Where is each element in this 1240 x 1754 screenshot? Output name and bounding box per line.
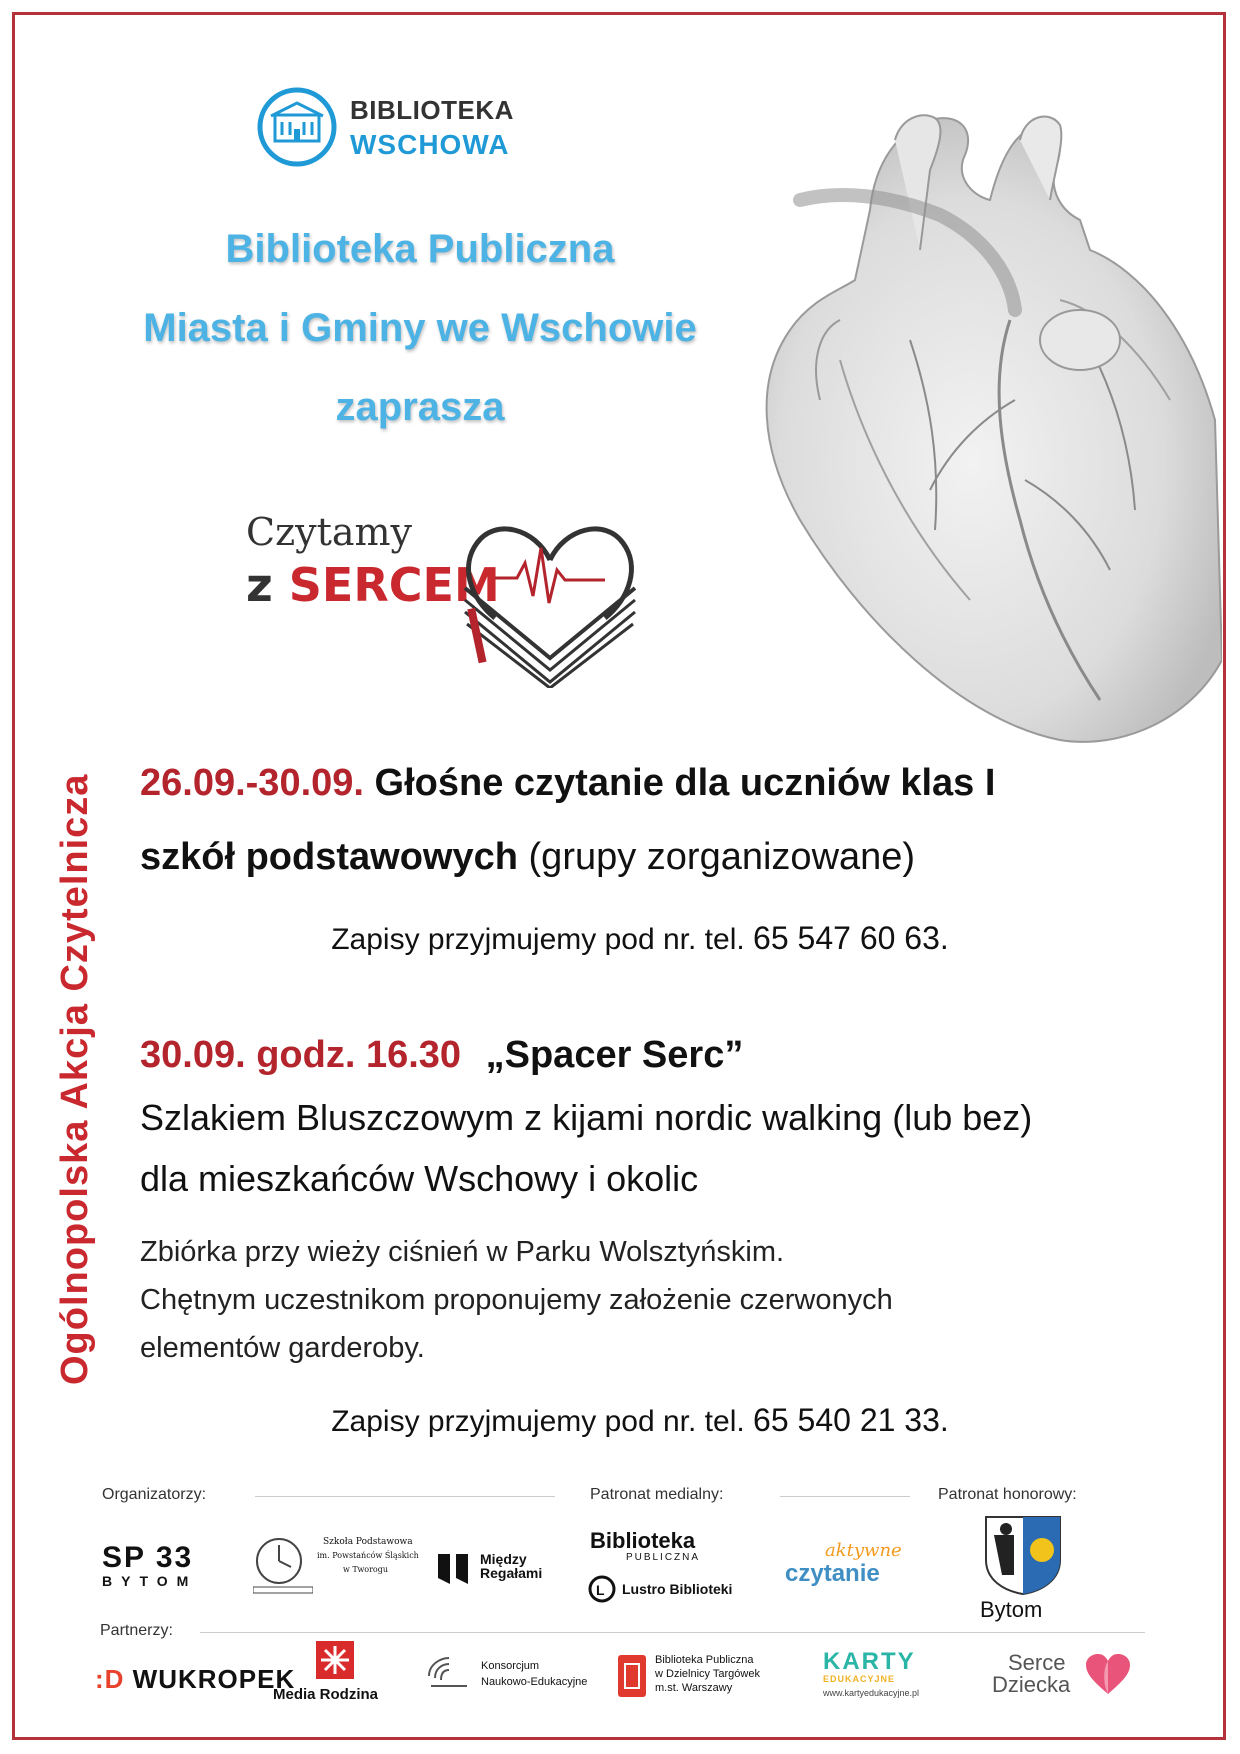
library-logo — [255, 85, 575, 175]
event2-signup-text: Zapisy przyjmujemy pod nr. tel. — [331, 1405, 745, 1438]
event1-note: (grupy zorganizowane) — [528, 836, 916, 878]
konsorcjum-line1: Konsorcjum — [481, 1660, 540, 1672]
aktywne-czytanie-logo — [785, 1540, 925, 1600]
media-rodzina-logo — [273, 1640, 403, 1710]
bp-targowek-icon — [617, 1654, 647, 1698]
media-patron-label: Patronat medialny: — [590, 1486, 724, 1503]
konsorcjum-line2: Naukowo-Edukacyjne — [481, 1676, 588, 1688]
event1-title-part2: szkół podstawowych — [140, 836, 518, 878]
media-rodzina-text: Media Rodzina — [273, 1686, 379, 1703]
library-building-icon — [255, 85, 339, 169]
miedzy-regalami-logo — [436, 1548, 556, 1588]
books-icon — [436, 1550, 472, 1586]
event1-signup-text: Zapisy przyjmujemy pod nr. tel. — [331, 923, 745, 956]
karty-edukacyjne-logo — [823, 1648, 963, 1708]
konsorcjum-logo — [425, 1652, 595, 1702]
biblioteka-pub-line1: Biblioteka — [590, 1528, 696, 1553]
event2-info-line2: Chętnym uczestnikom proponujemy założenie czerwonych — [140, 1284, 893, 1316]
school-line3: w Tworogu — [343, 1565, 389, 1574]
aktywne-line2: czytanie — [785, 1560, 880, 1587]
serce-dziecka-logo — [988, 1648, 1138, 1708]
library-logo-line2: WSCHOWA — [350, 129, 510, 160]
serce-line2: Dziecka — [992, 1672, 1071, 1697]
event2-signup — [140, 1402, 1140, 1439]
aktywne-line1: aktywne — [825, 1540, 902, 1561]
wukropek-text: WUKROPEK — [132, 1664, 296, 1694]
bp-targowek-line3: m.st. Warszawy — [655, 1682, 733, 1694]
svg-text:L: L — [596, 1582, 605, 1598]
bytom-crest-icon — [984, 1515, 1062, 1595]
wukropek-logo — [95, 1664, 295, 1695]
heart-book-icon — [455, 508, 645, 688]
library-logo-line1: BIBLIOTEKA — [350, 95, 514, 125]
school-tworog-logo — [253, 1535, 423, 1595]
event2-desc-line2: dla mieszkańców Wschowy i okolic — [140, 1158, 699, 1199]
konsorcjum-icon — [425, 1656, 473, 1696]
event1-phone: 65 547 60 63. — [753, 920, 949, 956]
event1-title-part1: Głośne czytanie dla uczniów klas I — [374, 762, 996, 804]
clock-icon — [253, 1535, 313, 1595]
partners-divider — [200, 1632, 1145, 1633]
partners-label: Partnerzy: — [100, 1622, 173, 1639]
organizers-label: Organizatorzy: — [102, 1486, 207, 1503]
anatomical-heart-illustration — [760, 100, 1222, 750]
event2-datetime: 30.09. godz. 16.30 — [140, 1034, 462, 1076]
serce-line1: Serce — [1008, 1650, 1066, 1675]
campaign-logo-word: SERCEM — [288, 558, 500, 612]
bytom-text: Bytom — [980, 1597, 1043, 1622]
media-divider — [780, 1496, 910, 1497]
sp33-top: SP 33 — [102, 1541, 194, 1574]
event1-dates: 26.09.-30.09. — [140, 762, 364, 804]
lustro-icon — [588, 1575, 616, 1603]
event1-line1 — [140, 762, 1180, 805]
biblioteka-pub-line2: PUBLICZNA — [625, 1552, 701, 1563]
campaign-logo-line1: Czytamy — [246, 510, 412, 554]
event2-title: „Spacer Serc” — [485, 1034, 744, 1076]
lustro-text: Lustro Biblioteki — [622, 1581, 733, 1597]
event2-line1 — [140, 1034, 1180, 1077]
sp33-logo — [102, 1543, 232, 1589]
header-line-2: Miasta i Gminy we Wschowie — [143, 306, 697, 350]
event2-info-line1: Zbiórka przy wieży ciśnień w Parku Wolsztyńskim. — [140, 1236, 785, 1268]
media-rodzina-icon — [315, 1640, 355, 1680]
karty-line1: KARTY — [823, 1648, 916, 1675]
wukropek-icon: :D — [95, 1664, 125, 1694]
header-line-1: Biblioteka Publiczna — [225, 227, 615, 271]
lustro-biblioteki-logo — [588, 1575, 768, 1605]
serce-heart-icon — [1084, 1652, 1132, 1696]
school-line2: im. Powstańców Śląskich — [317, 1551, 419, 1560]
miedzy-line2: Regałami — [480, 1565, 543, 1581]
sp33-bottom: BYTOM — [102, 1573, 198, 1589]
header-line-3: zaprasza — [335, 385, 505, 429]
karty-line2: EDUKACYJNE — [823, 1674, 896, 1684]
event2-phone: 65 540 21 33. — [753, 1402, 949, 1438]
bytom-crest-logo — [975, 1515, 1095, 1625]
karty-url: www.kartyedukacyjne.pl — [823, 1688, 920, 1698]
event2-desc-line1: Szlakiem Bluszczowym z kijami nordic walking (lub bez) — [140, 1097, 1033, 1138]
event2-info-line3: elementów garderoby. — [140, 1332, 425, 1364]
event1-signup — [140, 920, 1140, 957]
bp-targowek-line1: Biblioteka Publiczna — [655, 1654, 754, 1666]
biblioteka-publiczna-logo — [590, 1530, 740, 1563]
vertical-campaign-text: Ogólnopolska Akcja Czytelnicza — [54, 773, 96, 1385]
bp-targowek-logo — [617, 1652, 807, 1702]
event1-line2 — [140, 836, 1180, 879]
bp-targowek-line2: w Dzielnicy Targówek — [655, 1668, 760, 1680]
campaign-logo-prefix: z — [246, 558, 273, 612]
honorary-patron-label: Patronat honorowy: — [938, 1486, 1077, 1503]
miedzy-line1: Między — [480, 1551, 527, 1567]
school-line1: Szkoła Podstawowa — [323, 1537, 413, 1547]
organizers-divider — [255, 1496, 555, 1497]
